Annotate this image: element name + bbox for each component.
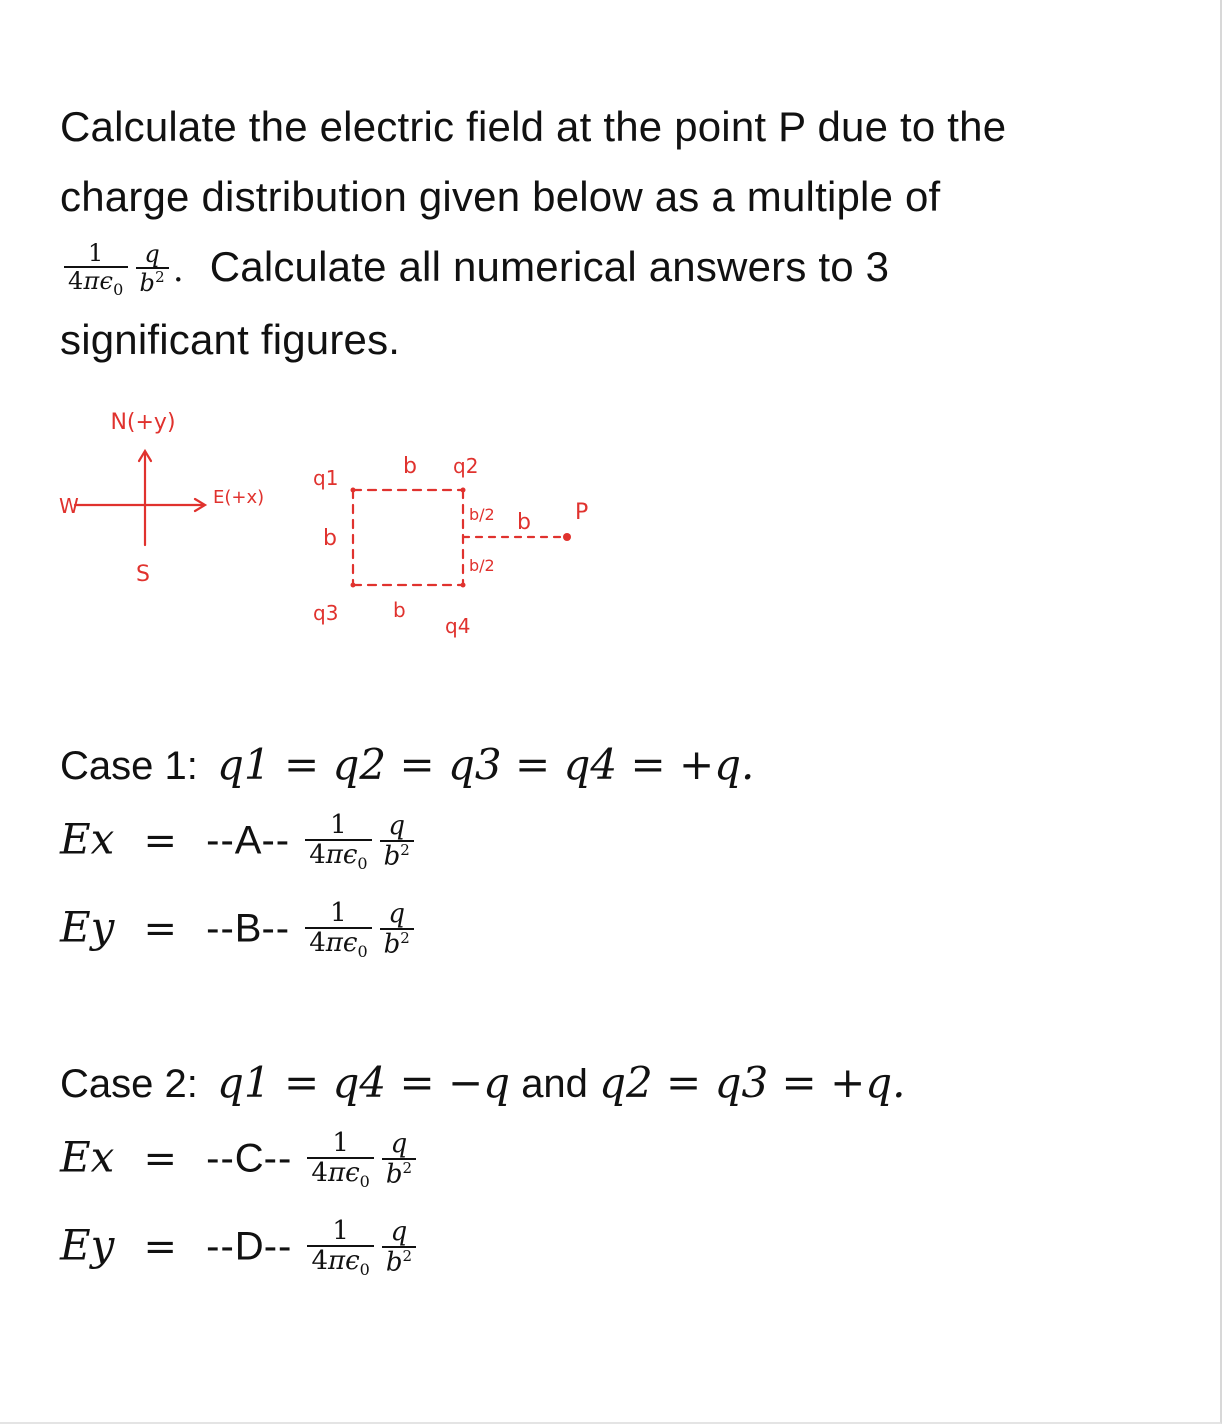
label-b-top: b (403, 454, 417, 479)
question-line-3-text: Calculate all numerical answers to 3 (209, 243, 890, 290)
label-west: W (59, 494, 79, 518)
case-2-header (60, 1058, 906, 1107)
case-2-answer-d[interactable]: --D-- (206, 1224, 293, 1269)
case-1-condition: q1 = q2 = q3 = q4 = +q. (216, 740, 755, 789)
question-line-1: Calculate the electric field at the point P due to the (60, 103, 1007, 150)
case-1-ey-factor: $\frac{1}{4\pi\epsilon_0}$ (305, 900, 371, 962)
square-outline (353, 490, 463, 585)
case-2-ey-row: Ey = --D-- $\frac{1}{4\pi\epsilon_0}$ $\frac{q}{b^2}$ (60, 1218, 420, 1280)
b2-denominator: $b^2$ (139, 268, 165, 298)
label-q1: q1 (313, 466, 339, 490)
point-p-dot (563, 533, 571, 541)
case-2-label: Case 2: (60, 1062, 198, 1106)
case-2-ex-factor: $\frac{1}{4\pi\epsilon_0}$ (307, 1130, 373, 1192)
case-1-answer-a[interactable]: --A-- (206, 818, 291, 863)
q-numerator: q (136, 242, 169, 269)
label-north: N(+y) (110, 410, 176, 435)
case-1-ex-row: Ex = --A-- $\frac{1}{4\pi\epsilon_0}$ $\frac{q}{b^2}$ (60, 812, 418, 874)
case-1-ex-q-over-b2: $\frac{q}{b^2}$ (380, 813, 414, 873)
case-2-ex-q-over-b2: $\frac{q}{b^2}$ (382, 1131, 416, 1191)
q4-dot (461, 583, 466, 588)
label-east: E(+x) (213, 487, 265, 508)
case-1-ey-row: Ey = --B-- $\frac{1}{4\pi\epsilon_0}$ $\frac{q}{b^2}$ (60, 900, 418, 962)
label-b-left: b (323, 526, 337, 551)
question-prompt (60, 92, 1180, 375)
label-q3: q3 (313, 601, 339, 625)
question-line-3: $\frac{1}{4\pi\epsilon_0}$ $\frac{q}{b^2}$ . Calculate all numerical answers to 3 (60, 232, 1180, 305)
case-2-ex-row: Ex = --C-- $\frac{1}{4\pi\epsilon_0}$ $\frac{q}{b^2}$ (60, 1130, 420, 1192)
case-2-ey-label: Ey (60, 1220, 115, 1270)
case-2-ey-q-over-b2: $\frac{q}{b^2}$ (382, 1219, 416, 1279)
q3-dot (351, 583, 356, 588)
case-1-header (60, 740, 754, 789)
label-south: S (136, 562, 150, 587)
case-2-condition-a: q1 = q4 = −q (216, 1058, 511, 1107)
question-line-4: significant figures. (60, 316, 401, 363)
label-half-b-lower: b/2 (469, 556, 495, 575)
case-2-condition-b: q2 = q3 = +q. (599, 1058, 906, 1107)
case-2-and: and (521, 1062, 588, 1106)
q-over-b2-fraction (136, 242, 169, 298)
label-b-bottom: b (393, 598, 406, 622)
factor-denominator: $4\pi\epsilon_0$ (68, 266, 124, 299)
case-1-answer-b[interactable]: --B-- (206, 906, 291, 951)
charge-diagram (55, 395, 695, 655)
factor-numerator: 1 (64, 241, 128, 268)
factor-fraction (64, 238, 128, 299)
case-2-ex-label: Ex (60, 1132, 115, 1182)
case-1-ex-factor: $\frac{1}{4\pi\epsilon_0}$ (305, 812, 371, 874)
case-1-ex-label: Ex (60, 814, 115, 864)
label-half-b-upper: b/2 (469, 505, 495, 524)
label-point-p: P (575, 500, 589, 525)
q1-dot (351, 488, 356, 493)
case-2-answer-c[interactable]: --C-- (206, 1136, 293, 1181)
question-line-2: charge distribution given below as a multiple of (60, 173, 941, 220)
label-q2: q2 (453, 454, 479, 478)
case-2-ey-factor: $\frac{1}{4\pi\epsilon_0}$ (307, 1218, 373, 1280)
label-q4: q4 (445, 614, 471, 638)
label-b-right: b (517, 510, 531, 535)
case-1-label: Case 1: (60, 744, 198, 788)
q2-dot (461, 488, 466, 493)
case-1-ey-label: Ey (60, 902, 115, 952)
case-1-ey-q-over-b2: $\frac{q}{b^2}$ (380, 901, 414, 961)
